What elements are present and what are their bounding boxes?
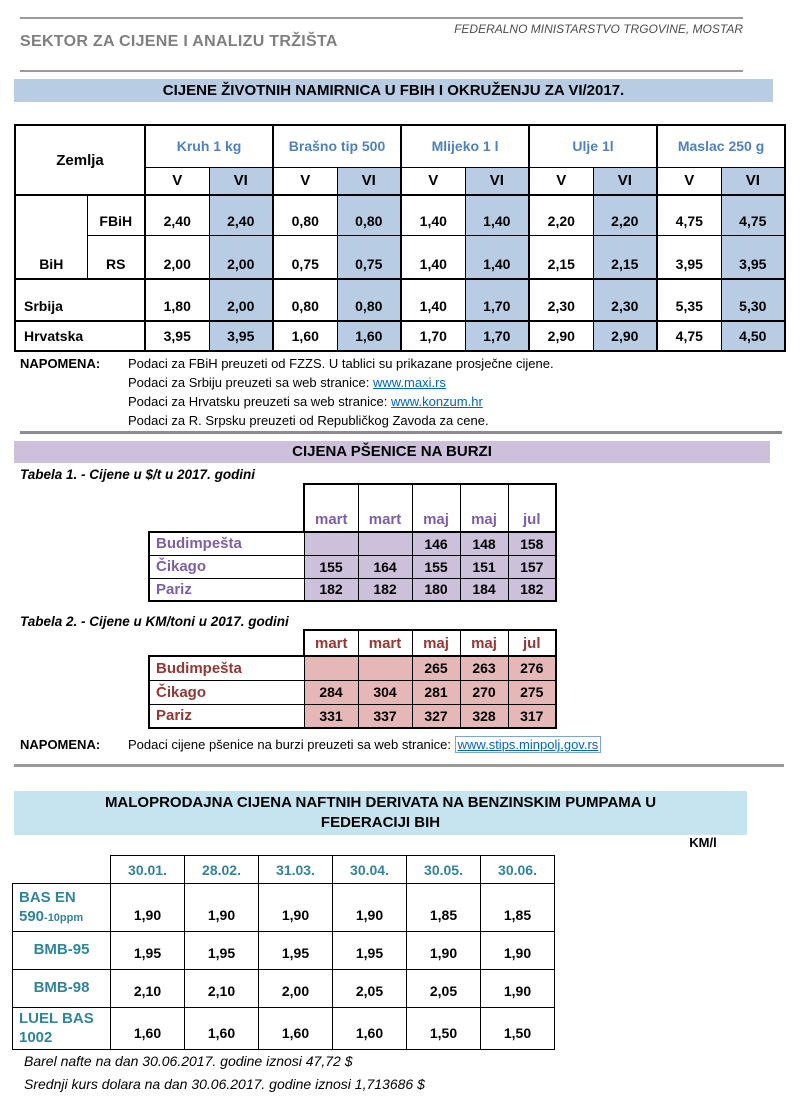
corner-header-zemlja: Zemlja — [15, 125, 145, 195]
price-cell: 1,40 — [465, 195, 529, 235]
price-cell: 182 — [304, 578, 358, 601]
stips-link[interactable]: www.stips.minpolj.gov.rs — [455, 736, 602, 753]
price-cell: 182 — [358, 578, 412, 601]
month-header: VI — [721, 167, 785, 195]
price-cell: 2,90 — [593, 321, 657, 351]
wheat-note — [20, 737, 601, 752]
price-cell: 1,90 — [185, 884, 259, 932]
napomena-label: NAPOMENA: — [20, 737, 101, 752]
table-row — [149, 555, 556, 578]
note-text: Podaci za Srbiju preuzeti sa web stranice: — [128, 375, 370, 390]
price-cell: 2,00 — [209, 279, 273, 321]
row-label-bih: BiH — [15, 195, 87, 279]
price-cell: 1,85 — [481, 884, 555, 932]
note-text: Podaci za R. Srpsku preuzeti od Republičkog Zavoda za cene. — [128, 413, 489, 428]
price-cell: 2,05 — [407, 970, 481, 1008]
note-line — [128, 392, 760, 411]
month-header: maj — [412, 630, 460, 656]
dollar-rate-note: Srednji kurs dolara na dan 30.06.2017. godine iznosi 1,713686 $ — [24, 1076, 425, 1092]
date-header: 30.04. — [333, 856, 407, 884]
month-header: VI — [593, 167, 657, 195]
price-cell: 184 — [460, 578, 508, 601]
table-row — [149, 656, 556, 680]
price-cell: 0,80 — [273, 195, 337, 235]
price-cell: 1,90 — [481, 970, 555, 1008]
month-header: V — [657, 167, 721, 195]
row-label-hrvatska: Hrvatska — [15, 321, 145, 351]
row-label-pariz: Pariz — [149, 578, 304, 601]
month-header: maj — [460, 484, 508, 532]
divider — [20, 17, 743, 19]
price-cell: 304 — [358, 680, 412, 704]
price-cell: 5,35 — [657, 279, 721, 321]
column-header-product: Kruh 1 kg — [145, 125, 273, 167]
column-header-product: Brašno tip 500 — [273, 125, 401, 167]
fuel-banner-line1: MALOPRODAJNA CIJENA NAFTNIH DERIVATA NA BENZINSKIM PUMPAMA U — [104, 794, 657, 811]
price-cell: 1,95 — [111, 932, 185, 970]
price-cell: 148 — [460, 532, 508, 555]
price-cell: 4,75 — [721, 195, 785, 235]
price-cell: 270 — [460, 680, 508, 704]
price-cell — [358, 532, 412, 555]
spacer-cell — [149, 484, 304, 532]
price-cell: 3,95 — [657, 235, 721, 279]
month-header: maj — [412, 484, 460, 532]
column-header-product: Maslac 250 g — [657, 125, 785, 167]
table-row — [13, 970, 555, 1008]
footer-notes — [24, 1050, 425, 1096]
date-header: 31.03. — [259, 856, 333, 884]
price-cell: 2,20 — [593, 195, 657, 235]
row-label-budimpesta: Budimpešta — [149, 532, 304, 555]
month-header: VI — [209, 167, 273, 195]
price-cell: 146 — [412, 532, 460, 555]
price-cell: 1,60 — [333, 1008, 407, 1050]
price-cell: 3,95 — [145, 321, 209, 351]
price-cell: 1,70 — [401, 321, 465, 351]
price-cell: 265 — [412, 656, 460, 680]
wheat-banner: CIJENA PŠENICE NA BURZI — [14, 441, 770, 463]
month-header: maj — [460, 630, 508, 656]
price-cell: 337 — [358, 704, 412, 728]
month-header: mart — [358, 484, 412, 532]
price-cell: 3,95 — [209, 321, 273, 351]
price-cell: 1,90 — [111, 884, 185, 932]
note-line — [128, 373, 760, 392]
price-cell: 328 — [460, 704, 508, 728]
price-cell: 1,50 — [481, 1008, 555, 1050]
table-row — [13, 932, 555, 970]
price-cell: 0,80 — [337, 195, 401, 235]
price-cell: 1,85 — [407, 884, 481, 932]
table-row — [15, 321, 785, 351]
table-row — [149, 578, 556, 601]
divider — [14, 764, 784, 767]
note-text: Podaci za Hrvatsku preuzeti sa web stranice: — [128, 394, 388, 409]
row-label-bas-en-590: BAS EN 590-10ppm — [13, 884, 111, 932]
price-cell: 0,80 — [337, 279, 401, 321]
row-label-srbija: Srbija — [15, 279, 145, 321]
row-label-bmb-98: BMB-98 — [13, 970, 111, 1008]
price-cell: 2,15 — [593, 235, 657, 279]
date-header: 28.02. — [185, 856, 259, 884]
price-cell: 4,50 — [721, 321, 785, 351]
price-cell: 1,90 — [333, 884, 407, 932]
price-cell: 1,70 — [465, 321, 529, 351]
price-cell: 180 — [412, 578, 460, 601]
table-header-row — [15, 125, 785, 167]
price-cell: 1,95 — [185, 932, 259, 970]
row-label-fbih: FBiH — [87, 195, 145, 235]
table-row — [15, 195, 785, 235]
price-cell: 0,80 — [273, 279, 337, 321]
price-cell: 1,60 — [185, 1008, 259, 1050]
price-cell: 2,10 — [111, 970, 185, 1008]
wheat-km-table — [148, 629, 557, 729]
table-row — [149, 680, 556, 704]
food-prices-table — [14, 124, 786, 352]
table-header-row — [149, 484, 556, 532]
price-cell: 164 — [358, 555, 412, 578]
price-cell: 1,60 — [111, 1008, 185, 1050]
price-cell: 1,60 — [259, 1008, 333, 1050]
price-cell: 327 — [412, 704, 460, 728]
row-label-luel-bas-1002: LUEL BAS 1002 — [13, 1008, 111, 1050]
month-header: VI — [465, 167, 529, 195]
price-cell: 2,00 — [209, 235, 273, 279]
price-cell: 1,40 — [401, 279, 465, 321]
price-cell: 275 — [508, 680, 556, 704]
wheat-usd-table — [148, 483, 557, 602]
price-cell: 2,00 — [145, 235, 209, 279]
month-header: mart — [304, 484, 358, 532]
table-row — [149, 532, 556, 555]
price-cell: 3,95 — [721, 235, 785, 279]
note-text: Podaci za FBiH preuzeti od FZZS. U tablici su prikazane prosječne cijene. — [128, 356, 554, 371]
price-cell: 1,95 — [259, 932, 333, 970]
price-cell: 182 — [508, 578, 556, 601]
date-header: 30.05. — [407, 856, 481, 884]
month-header: V — [401, 167, 465, 195]
price-cell: 317 — [508, 704, 556, 728]
note-line — [20, 354, 760, 373]
price-cell: 1,95 — [333, 932, 407, 970]
price-cell: 158 — [508, 532, 556, 555]
fuel-banner-line2: FEDERACIJI BIH — [320, 814, 441, 831]
fuel-banner — [14, 791, 747, 835]
price-cell: 1,80 — [145, 279, 209, 321]
price-cell — [304, 532, 358, 555]
month-header: mart — [304, 630, 358, 656]
price-cell: 1,50 — [407, 1008, 481, 1050]
page-title: SEKTOR ZA CIJENE I ANALIZU TRŽIŠTA — [20, 33, 338, 50]
price-cell: 5,30 — [721, 279, 785, 321]
price-cell: 2,40 — [145, 195, 209, 235]
price-cell: 2,30 — [529, 279, 593, 321]
price-cell — [358, 656, 412, 680]
note-line — [128, 411, 760, 430]
table-header-row — [13, 856, 555, 884]
unit-label: KM/l — [689, 835, 717, 850]
price-cell: 2,05 — [333, 970, 407, 1008]
price-cell: 4,75 — [657, 321, 721, 351]
price-cell: 284 — [304, 680, 358, 704]
table-header-row — [149, 630, 556, 656]
ppm-suffix: -10ppm — [44, 911, 84, 924]
price-cell: 2,30 — [593, 279, 657, 321]
table1-caption: Tabela 1. - Cijene u $/t u 2017. godini — [20, 467, 256, 482]
price-cell: 0,75 — [273, 235, 337, 279]
date-header: 30.01. — [111, 856, 185, 884]
price-cell: 1,40 — [465, 235, 529, 279]
food-notes — [20, 354, 760, 430]
price-cell: 0,75 — [337, 235, 401, 279]
price-cell — [304, 656, 358, 680]
price-cell: 2,00 — [259, 970, 333, 1008]
table-row — [15, 235, 785, 279]
price-cell: 155 — [412, 555, 460, 578]
row-label-bmb-95: BMB-95 — [13, 932, 111, 970]
price-cell: 2,15 — [529, 235, 593, 279]
konzum-link[interactable]: www.konzum.hr — [391, 394, 483, 409]
price-cell: 281 — [412, 680, 460, 704]
price-cell: 1,40 — [401, 235, 465, 279]
price-cell: 1,90 — [259, 884, 333, 932]
date-header: 30.06. — [481, 856, 555, 884]
price-cell: 1,90 — [407, 932, 481, 970]
price-cell: 1,60 — [273, 321, 337, 351]
table-row — [13, 1008, 555, 1050]
napomena-label: NAPOMENA: — [20, 356, 101, 371]
divider — [20, 70, 743, 72]
food-prices-banner: CIJENE ŽIVOTNIH NAMIRNICA U FBIH I OKRUŽENJU ZA VI/2017. — [14, 79, 773, 102]
table-row — [15, 279, 785, 321]
fuel-prices-table — [12, 855, 555, 1050]
row-label-cikago: Čikago — [149, 680, 304, 704]
row-label-budimpesta: Budimpešta — [149, 656, 304, 680]
column-header-product: Mlijeko 1 l — [401, 125, 529, 167]
oil-barrel-note: Barel nafte na dan 30.06.2017. godine iznosi 47,72 $ — [24, 1053, 353, 1069]
price-cell: 4,75 — [657, 195, 721, 235]
month-header: V — [529, 167, 593, 195]
price-cell: 2,90 — [529, 321, 593, 351]
price-cell: 155 — [304, 555, 358, 578]
month-header: jul — [508, 484, 556, 532]
price-cell: 263 — [460, 656, 508, 680]
price-cell: 2,10 — [185, 970, 259, 1008]
spacer-cell — [13, 856, 111, 884]
ministry-header: FEDERALNO MINISTARSTVO TRGOVINE, MOSTAR — [454, 22, 743, 36]
price-cell: 151 — [460, 555, 508, 578]
spacer-cell — [149, 630, 304, 656]
maxi-link[interactable]: www.maxi.rs — [372, 375, 446, 390]
price-cell: 2,20 — [529, 195, 593, 235]
month-header: jul — [508, 630, 556, 656]
table-row — [149, 704, 556, 728]
row-label-rs: RS — [87, 235, 145, 279]
price-cell: 1,70 — [465, 279, 529, 321]
month-header: VI — [337, 167, 401, 195]
price-cell: 331 — [304, 704, 358, 728]
price-cell: 2,40 — [209, 195, 273, 235]
month-header: mart — [358, 630, 412, 656]
table-row — [13, 884, 555, 932]
row-label-cikago: Čikago — [149, 555, 304, 578]
note-text: Podaci cijene pšenice na burzi preuzeti sa web stranice: — [128, 737, 452, 752]
price-cell: 1,90 — [481, 932, 555, 970]
price-cell: 1,60 — [337, 321, 401, 351]
divider — [20, 431, 782, 434]
month-header: V — [145, 167, 209, 195]
table2-caption: Tabela 2. - Cijene u KM/toni u 2017. godini — [20, 614, 289, 629]
row-label-pariz: Pariz — [149, 704, 304, 728]
price-cell: 1,40 — [401, 195, 465, 235]
column-header-product: Ulje 1l — [529, 125, 657, 167]
month-header: V — [273, 167, 337, 195]
price-cell: 276 — [508, 656, 556, 680]
price-cell: 157 — [508, 555, 556, 578]
